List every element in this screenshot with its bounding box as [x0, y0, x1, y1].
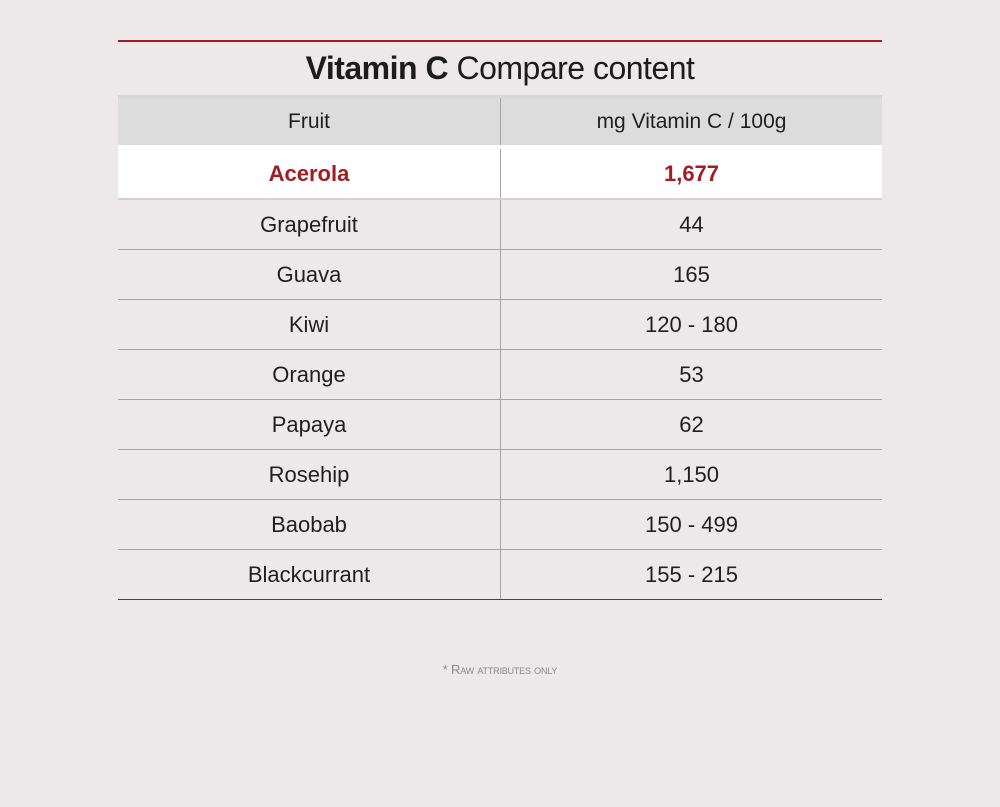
fruit-cell: Guava [118, 250, 501, 299]
header-fruit: Fruit [118, 98, 501, 145]
table-row [118, 450, 882, 500]
table-row [118, 200, 882, 250]
value-cell: 155 - 215 [645, 561, 738, 587]
value-cell: 53 [679, 361, 704, 387]
header-vitamin-c: mg Vitamin C / 100g [596, 109, 787, 133]
fruit-cell: Grapefruit [118, 200, 501, 249]
title-strong: Vitamin C [305, 50, 449, 86]
table-row [118, 500, 882, 550]
table-row [118, 350, 882, 400]
table-row [118, 400, 882, 450]
fruit-cell: Blackcurrant [118, 550, 501, 599]
table-row [118, 250, 882, 300]
fruit-cell: Orange [118, 350, 501, 399]
highlight-fruit-cell: Acerola [118, 149, 501, 198]
fruit-cell: Papaya [118, 400, 501, 449]
comparison-table [118, 95, 882, 600]
value-cell: 165 [673, 261, 710, 287]
value-cell: 150 - 499 [645, 511, 738, 537]
table-row [118, 300, 882, 350]
table-row [118, 550, 882, 600]
highlight-value-cell: 1,677 [663, 160, 720, 186]
value-cell: 62 [679, 411, 704, 437]
vitamin-comparison-panel [118, 40, 882, 600]
value-cell: 1,150 [663, 461, 720, 487]
title-light: Compare content [456, 50, 695, 86]
footnote: * Raw attributes only [442, 662, 558, 677]
table-header-row [118, 95, 882, 149]
fruit-cell: Baobab [118, 500, 501, 549]
page-title [118, 42, 882, 95]
table-row-highlight [118, 149, 882, 200]
fruit-cell: Rosehip [118, 450, 501, 499]
fruit-cell: Kiwi [118, 300, 501, 349]
value-cell: 120 - 180 [645, 311, 738, 337]
value-cell: 44 [679, 211, 704, 237]
